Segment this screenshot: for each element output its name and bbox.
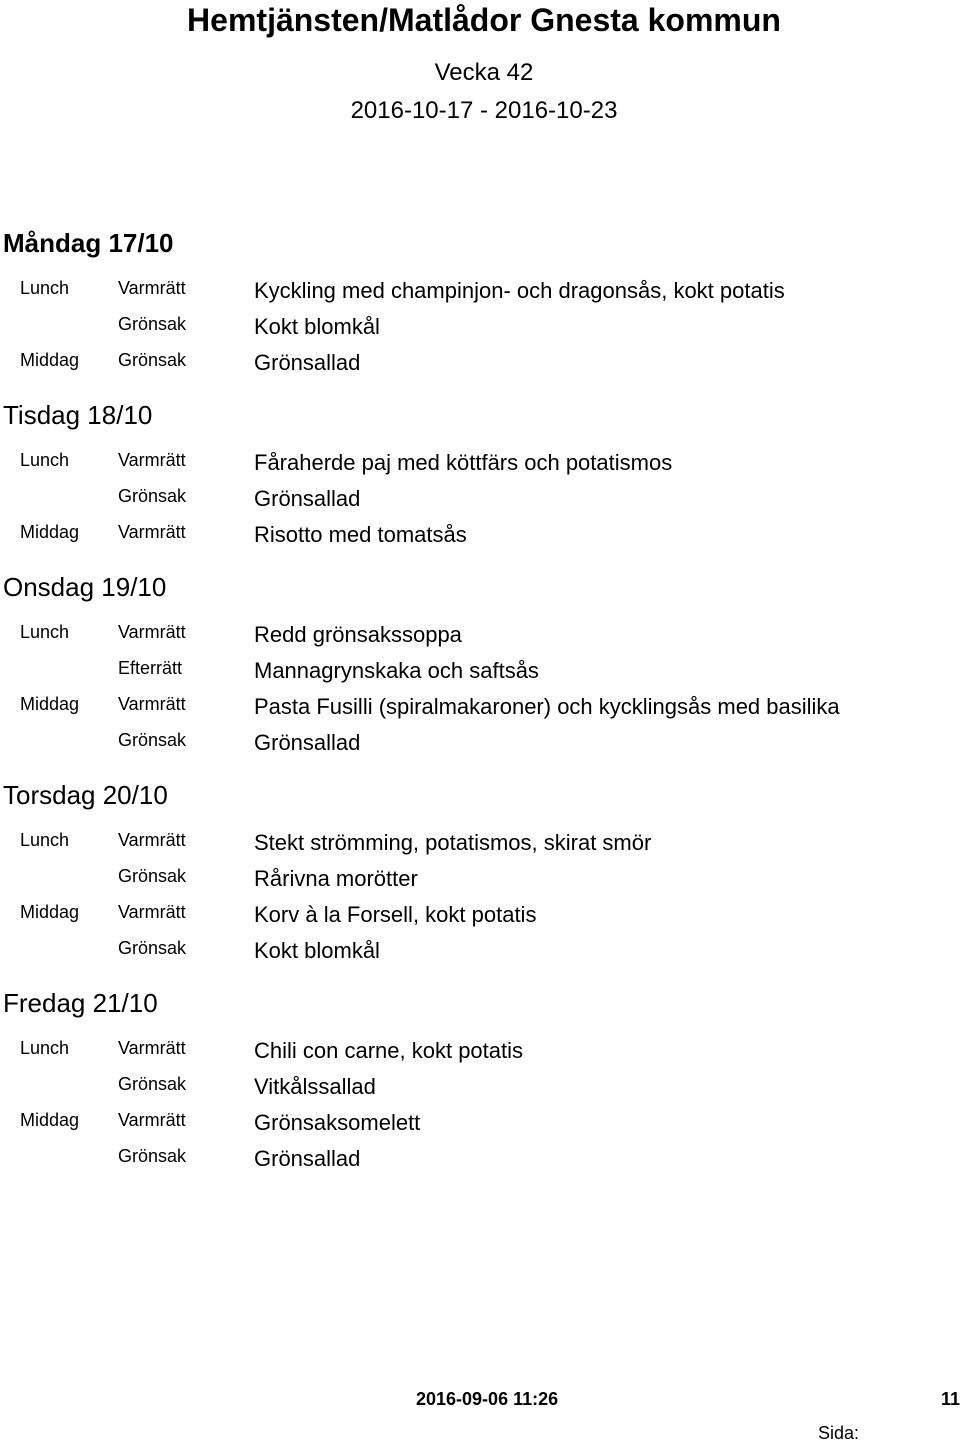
week-label: Vecka 42 [434, 59, 534, 86]
dish-type: Grönsak [118, 486, 187, 506]
day-title: Måndag 17/10 [3, 228, 174, 258]
dish-name: Risotto med tomatsås [254, 522, 467, 547]
menu-row [0, 936, 960, 972]
dish-name: Rårivna morötter [254, 866, 418, 891]
meal-label: Middag [20, 522, 80, 542]
meal-label: Lunch [20, 450, 70, 470]
dish-type: Grönsak [118, 350, 187, 370]
dish-name: Fåraherde paj med köttfärs och potatismos [254, 450, 673, 475]
meal-label: Middag [20, 694, 80, 714]
dish-name: Grönsallad [254, 350, 361, 375]
document-header [0, 0, 960, 126]
dish-name: Korv à la Forsell, kokt potatis [254, 902, 537, 927]
menu-row [0, 620, 960, 656]
dish-name: Pasta Fusilli (spiralmakaroner) och kycklingsås med basilika [254, 694, 840, 719]
dish-type: Varmrätt [118, 1038, 186, 1058]
meal-label: Middag [20, 350, 80, 370]
document-title: Hemtjänsten/Matlådor Gnesta kommun [187, 2, 781, 38]
menu-row [0, 312, 960, 348]
menu-row [0, 864, 960, 900]
dish-name: Kyckling med champinjon- och dragonsås, kokt potatis [254, 278, 785, 303]
meal-label: Middag [20, 1110, 80, 1130]
menu-row [0, 276, 960, 312]
menu-row [0, 900, 960, 936]
dish-type: Grönsak [118, 314, 187, 334]
dish-type: Grönsak [118, 866, 187, 886]
day-section [0, 778, 960, 986]
dish-type: Grönsak [118, 1146, 187, 1166]
dish-type: Grönsak [118, 1074, 187, 1094]
meal-label: Lunch [20, 622, 70, 642]
dish-name: Grönsallad [254, 486, 361, 511]
menu-row [0, 1108, 960, 1144]
day-title: Fredag 21/10 [3, 988, 158, 1018]
dish-type: Varmrätt [118, 278, 186, 298]
dish-type: Varmrätt [118, 450, 186, 470]
dish-type: Varmrätt [118, 830, 186, 850]
menu-row [0, 1036, 960, 1072]
dish-name: Mannagrynskaka och saftsås [254, 658, 539, 683]
footer-timestamp: 2016-09-06 11:26 [416, 1389, 559, 1409]
dish-type: Varmrätt [118, 694, 186, 714]
dish-name: Vitkålssallad [254, 1074, 376, 1099]
menu-row [0, 448, 960, 484]
page-number: 11 [941, 1389, 960, 1409]
menu-row [0, 692, 960, 728]
day-title: Torsdag 20/10 [3, 780, 168, 810]
date-range: 2016-10-17 - 2016-10-23 [350, 97, 618, 124]
day-title: Onsdag 19/10 [3, 572, 167, 602]
menu-row [0, 728, 960, 764]
dish-name: Grönsallad [254, 730, 361, 755]
menu-row [0, 656, 960, 692]
page-label: Sida: [818, 1423, 860, 1443]
dish-type: Efterrätt [118, 658, 183, 678]
dish-type: Varmrätt [118, 522, 186, 542]
dish-type: Grönsak [118, 730, 187, 750]
day-section [0, 398, 960, 570]
menu-row [0, 520, 960, 556]
dish-name: Chili con carne, kokt potatis [254, 1038, 524, 1063]
dish-type: Varmrätt [118, 902, 186, 922]
meal-label: Lunch [20, 278, 70, 298]
day-section [0, 226, 960, 398]
dish-name: Kokt blomkål [254, 938, 380, 963]
dish-type: Varmrätt [118, 1110, 186, 1130]
day-section [0, 986, 960, 1180]
menu-row [0, 1072, 960, 1108]
menu-row [0, 828, 960, 864]
menu-row [0, 348, 960, 384]
day-title: Tisdag 18/10 [3, 400, 153, 430]
dish-name: Grönsallad [254, 1146, 361, 1171]
menu-row [0, 1144, 960, 1180]
dish-name: Redd grönsakssoppa [254, 622, 462, 647]
dish-type: Varmrätt [118, 622, 186, 642]
meal-label: Lunch [20, 1038, 70, 1058]
menu-days [0, 226, 960, 1180]
dish-type: Grönsak [118, 938, 187, 958]
menu-row [0, 484, 960, 520]
meal-label: Middag [20, 902, 80, 922]
dish-name: Stekt strömming, potatismos, skirat smör [254, 830, 652, 855]
dish-name: Grönsaksomelett [254, 1110, 421, 1135]
day-section [0, 570, 960, 778]
meal-label: Lunch [20, 830, 70, 850]
dish-name: Kokt blomkål [254, 314, 380, 339]
